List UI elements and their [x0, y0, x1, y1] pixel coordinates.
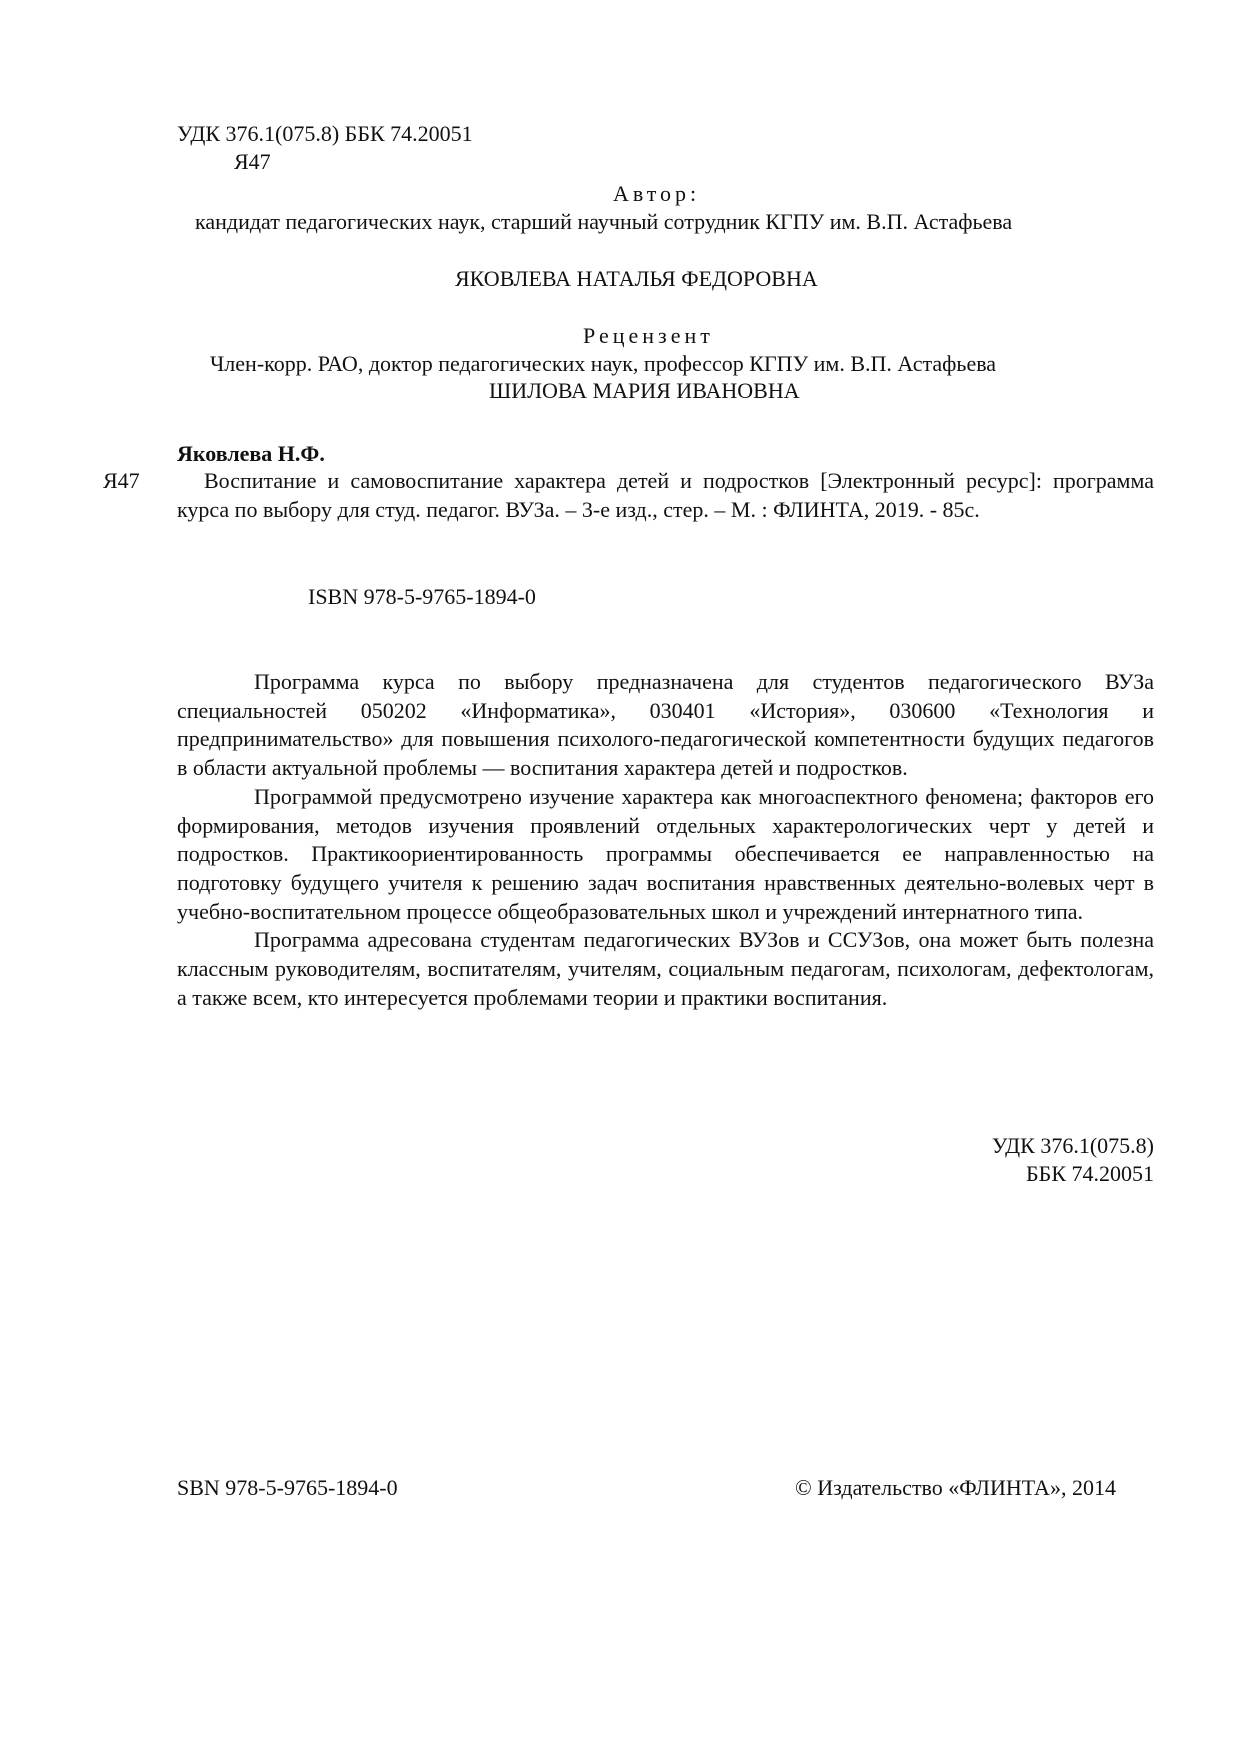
abstract-paragraph-3: Программа адресована студентам педагогических ВУЗов и ССУЗов, она может быть полезна классным руководителям, воспитателям, учителям, социальным педагогам, психологам, дефектологам, а также всем, кто интересуется проблемами теории и практики воспитания.	[177, 927, 1154, 1010]
bibliography-isbn: ISBN 978-5-9765-1894-0	[308, 584, 536, 609]
author-credentials: кандидат педагогических наук, старший научный сотрудник КГПУ им. В.П. Астафьева	[195, 209, 1013, 234]
bibliography-author: Яковлева Н.Ф.	[177, 441, 325, 466]
bibliography-description	[177, 467, 1154, 524]
footer-isbn: SBN 978-5-9765-1894-0	[177, 1475, 398, 1500]
classification-udk: УДК 376.1(075.8)	[991, 1133, 1154, 1158]
header-code: Я47	[234, 149, 271, 174]
reviewer-credentials: Член-корр. РАО, доктор педагогических наук, профессор КГПУ им. В.П. Астафьева	[210, 351, 997, 376]
footer-copyright: © Издательство «ФЛИНТА», 2014	[795, 1475, 1116, 1500]
header-udk-bbk: УДК 376.1(075.8) ББК 74.20051	[177, 121, 473, 146]
bibliography-text: Воспитание и самовоспитание характера детей и подростков [Электронный ресурс]: программа курса по выбору для студ. педагог. ВУЗа. – 3-е изд., стер. – М. : ФЛИНТА, 2019. - 85с.	[177, 468, 1154, 522]
reviewer-label: Рецензент	[583, 323, 714, 348]
abstract-paragraph-2: Программой предусмотрено изучение характера как многоаспектного феномена; факторов его формирования, методов изучения проявлений отдельных характерологических черт у детей и подростков. Практикоориентированность программы обеспечивается ее направленностью на подготовку будущего учителя к решению задач воспитания нравственных деятельно-волевых черт в учебно-воспитательном процессе общеобразовательных школ и учреждений интернатного типа.	[177, 783, 1154, 924]
bibliography-code: Я47	[103, 468, 140, 493]
author-name: ЯКОВЛЕВА НАТАЛЬЯ ФЕДОРОВНА	[455, 266, 818, 291]
classification-bbk: ББК 74.20051	[1026, 1161, 1154, 1186]
reviewer-name: ШИЛОВА МАРИЯ ИВАНОВНА	[489, 378, 800, 403]
abstract	[177, 668, 1154, 1012]
abstract-paragraph-1: Программа курса по выбору предназначена для студентов педагогического ВУЗа специальностей 050202 «Информатика», 030401 «История», 030600 «Технология и предпринимательство» для повышения психолого-педагогической компетентности будущих педагогов в области актуальной проблемы — воспитания характера детей и подростков.	[177, 669, 1154, 781]
author-label: Автор:	[613, 181, 701, 206]
